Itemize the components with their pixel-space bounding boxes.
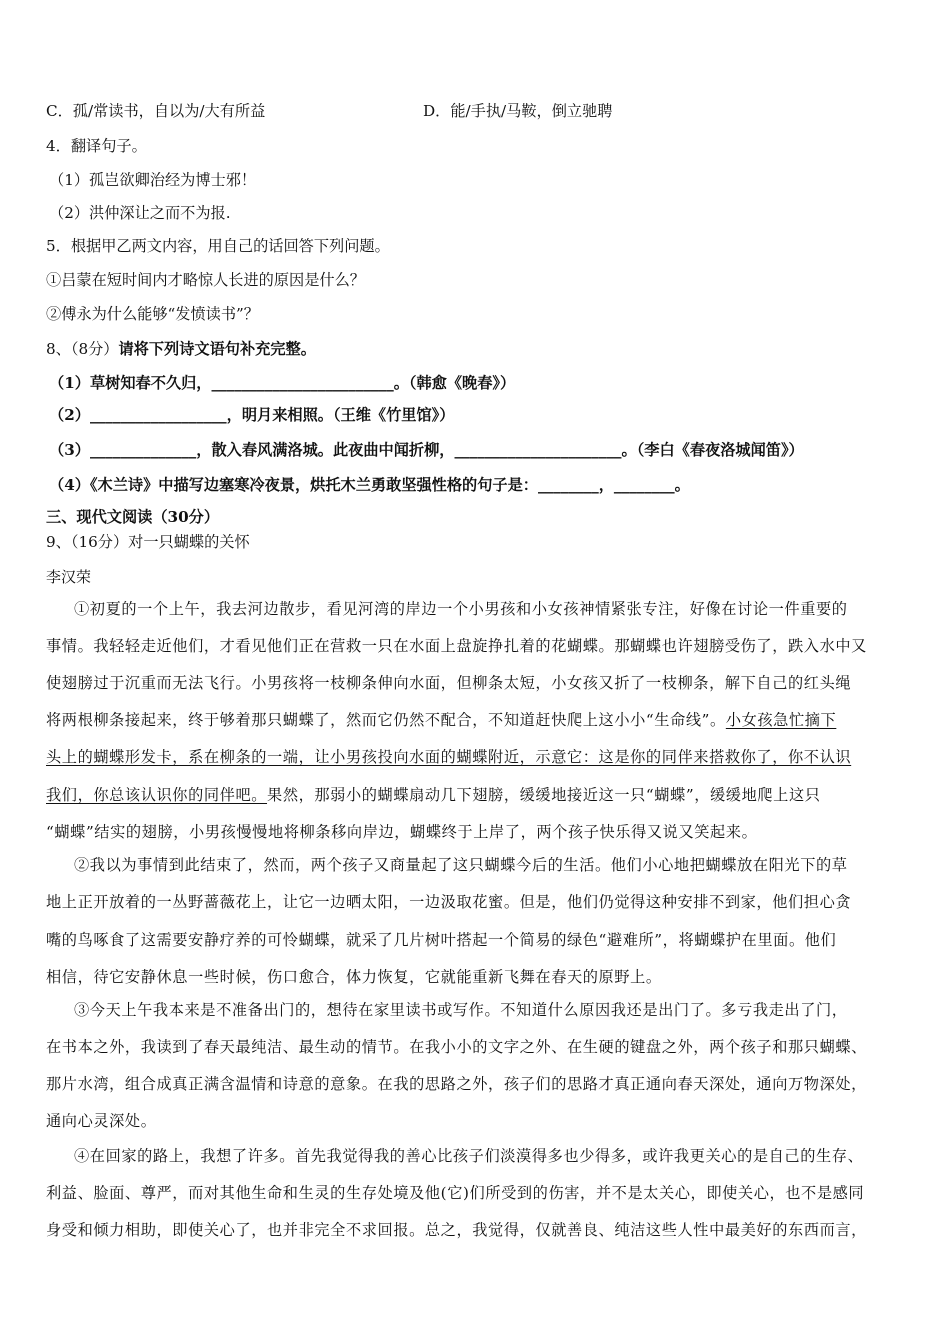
passage-line: ③今天上午我本来是不准备出门的，想待在家里读书或写作。不知道什么原因我还是出门了。多亏我走出了门， <box>74 1001 848 1019</box>
passage-line: 嘴的鸟啄食了这需要安静疗养的可怜蝴蝶，就采了几片树叶搭起一个简易的绿色“避难所”，将蝴蝶护在里面。他们 <box>46 931 837 949</box>
passage-line: 使翅膀过于沉重而无法飞行。小男孩将一枝柳条伸向水面，但柳条太短，小女孩又折了一枝柳条，解下自己的红头绳 <box>46 674 852 692</box>
passage-line: 那片水湾，组合成真正满含温情和诗意的意象。在我的思路之外，孩子们的思路才真正通向春天深处，通向万物深处， <box>46 1075 867 1093</box>
passage-text: 果然，那弱小的蝴蝶扇动几下翅膀，缓缓地接近这一只“蝴蝶”，缓缓地爬上这只 <box>267 786 821 804</box>
q8-head: 8、（8分） <box>46 340 119 358</box>
q5-item-1: ①吕蒙在短时间内才略惊人长进的原因是什么？ <box>46 271 365 289</box>
passage-line: ①初夏的一个上午，我去河边散步，看见河湾的岸边一个小男孩和小女孩神情紧张专注，好像在讨论一件重要的 <box>74 600 848 618</box>
q8-item-3: （3）______________，散入春风满洛城。此夜曲中闻折柳，______________________。（李白《春夜洛城闻笛》） <box>49 441 804 459</box>
option-row <box>46 101 910 121</box>
q4-title: 4．翻译句子。 <box>46 137 147 155</box>
passage-line: 身受和倾力相助，即使关心了，也并非完全不求回报。总之，我觉得，仅就善良、纯洁这些人性中最美好的东西而言， <box>46 1221 867 1239</box>
q4-item-1: （1）孤岂欲卿治经为博士邪！ <box>49 171 257 189</box>
q8-title-row <box>46 339 910 359</box>
passage-line: 相信，待它安静休息一些时候，伤口愈合，体力恢复，它就能重新飞舞在春天的原野上。 <box>46 968 662 986</box>
passage-line: 在书本之外，我读到了春天最纯洁、最生动的情节。在我小小的文字之外、在生硬的键盘之外，两个孩子和那只蝴蝶、 <box>46 1038 867 1056</box>
passage-line: 地上正开放着的一丛野蔷薇花上，让它一边晒太阳，一边汲取花蜜。但是，他们仍觉得这种安排不到家，他们担心贪 <box>46 893 852 911</box>
q9-author: 李汉荣 <box>46 568 92 586</box>
q5-item-2: ②傅永为什么能够“发愤读书”？ <box>46 305 259 323</box>
passage-line: ②我以为事情到此结束了，然而，两个孩子又商量起了这只蝴蝶今后的生活。他们小心地把蝴蝶放在阳光下的草 <box>74 856 848 874</box>
option-d: D．能/手执/马鞍，倒立驰聘 <box>423 102 613 120</box>
passage-line: ④在回家的路上，我想了许多。首先我觉得我的善心比孩子们淡漠得多也少得多，或许我更关心的是自己的生存、 <box>74 1147 864 1165</box>
option-c: C．孤/常读书，自以为/大有所益 <box>46 102 266 120</box>
passage-line: 利益、脸面、尊严，而对其他生命和生灵的生存处境及他(它)们所受到的伤害，并不是太关心，即使关心，也不是感同 <box>46 1184 865 1202</box>
passage-text: 将两根柳条接起来，终于够着那只蝴蝶了，然而它仍然不配合，不知道赶快爬上这小小“生命线”。 <box>46 711 726 729</box>
passage-line <box>46 785 910 805</box>
q5-title: 5．根据甲乙两文内容，用自己的话回答下列问题。 <box>46 237 390 255</box>
q8-item-1: （1）草树知春不久归，________________________。（韩愈《晚春》） <box>49 374 516 392</box>
q8-item-4: （4）《木兰诗》中描写边塞寒冷夜景，烘托木兰勇敢坚强性格的句子是：________，________。 <box>49 476 690 494</box>
underlined-text: 小女孩急忙摘下 <box>725 711 837 729</box>
underlined-line: 头上的蝴蝶形发卡，系在柳条的一端，让小男孩投向水面的蝴蝶附近，示意它：这是你的同伴来搭救你了，你不认识 <box>46 748 852 766</box>
passage-line: 通向心灵深处。 <box>46 1112 157 1130</box>
passage-line <box>46 710 910 730</box>
section-3-title: 三、现代文阅读（30分） <box>46 508 220 526</box>
q8-title: 请将下列诗文语句补充完整。 <box>118 340 316 358</box>
passage-line: 事情。我轻轻走近他们，才看见他们正在营救一只在水面上盘旋挣扎着的花蝴蝶。那蝴蝶也许翅膀受伤了，跌入水中又 <box>46 637 867 655</box>
underlined-text: 我们，你总该认识你的同伴吧。 <box>46 786 268 804</box>
q8-item-2: （2）__________________，明月来相照。（王维《竹里馆》） <box>49 406 455 424</box>
q4-item-2: （2）洪仲深让之而不为报. <box>49 204 231 222</box>
passage-line: “蝴蝶”结实的翅膀，小男孩慢慢地将柳条移向岸边，蝴蝶终于上岸了，两个孩子快乐得又说又笑起来。 <box>46 823 758 841</box>
q9-title: 9、（16分）对一只蝴蝶的关怀 <box>46 533 250 551</box>
